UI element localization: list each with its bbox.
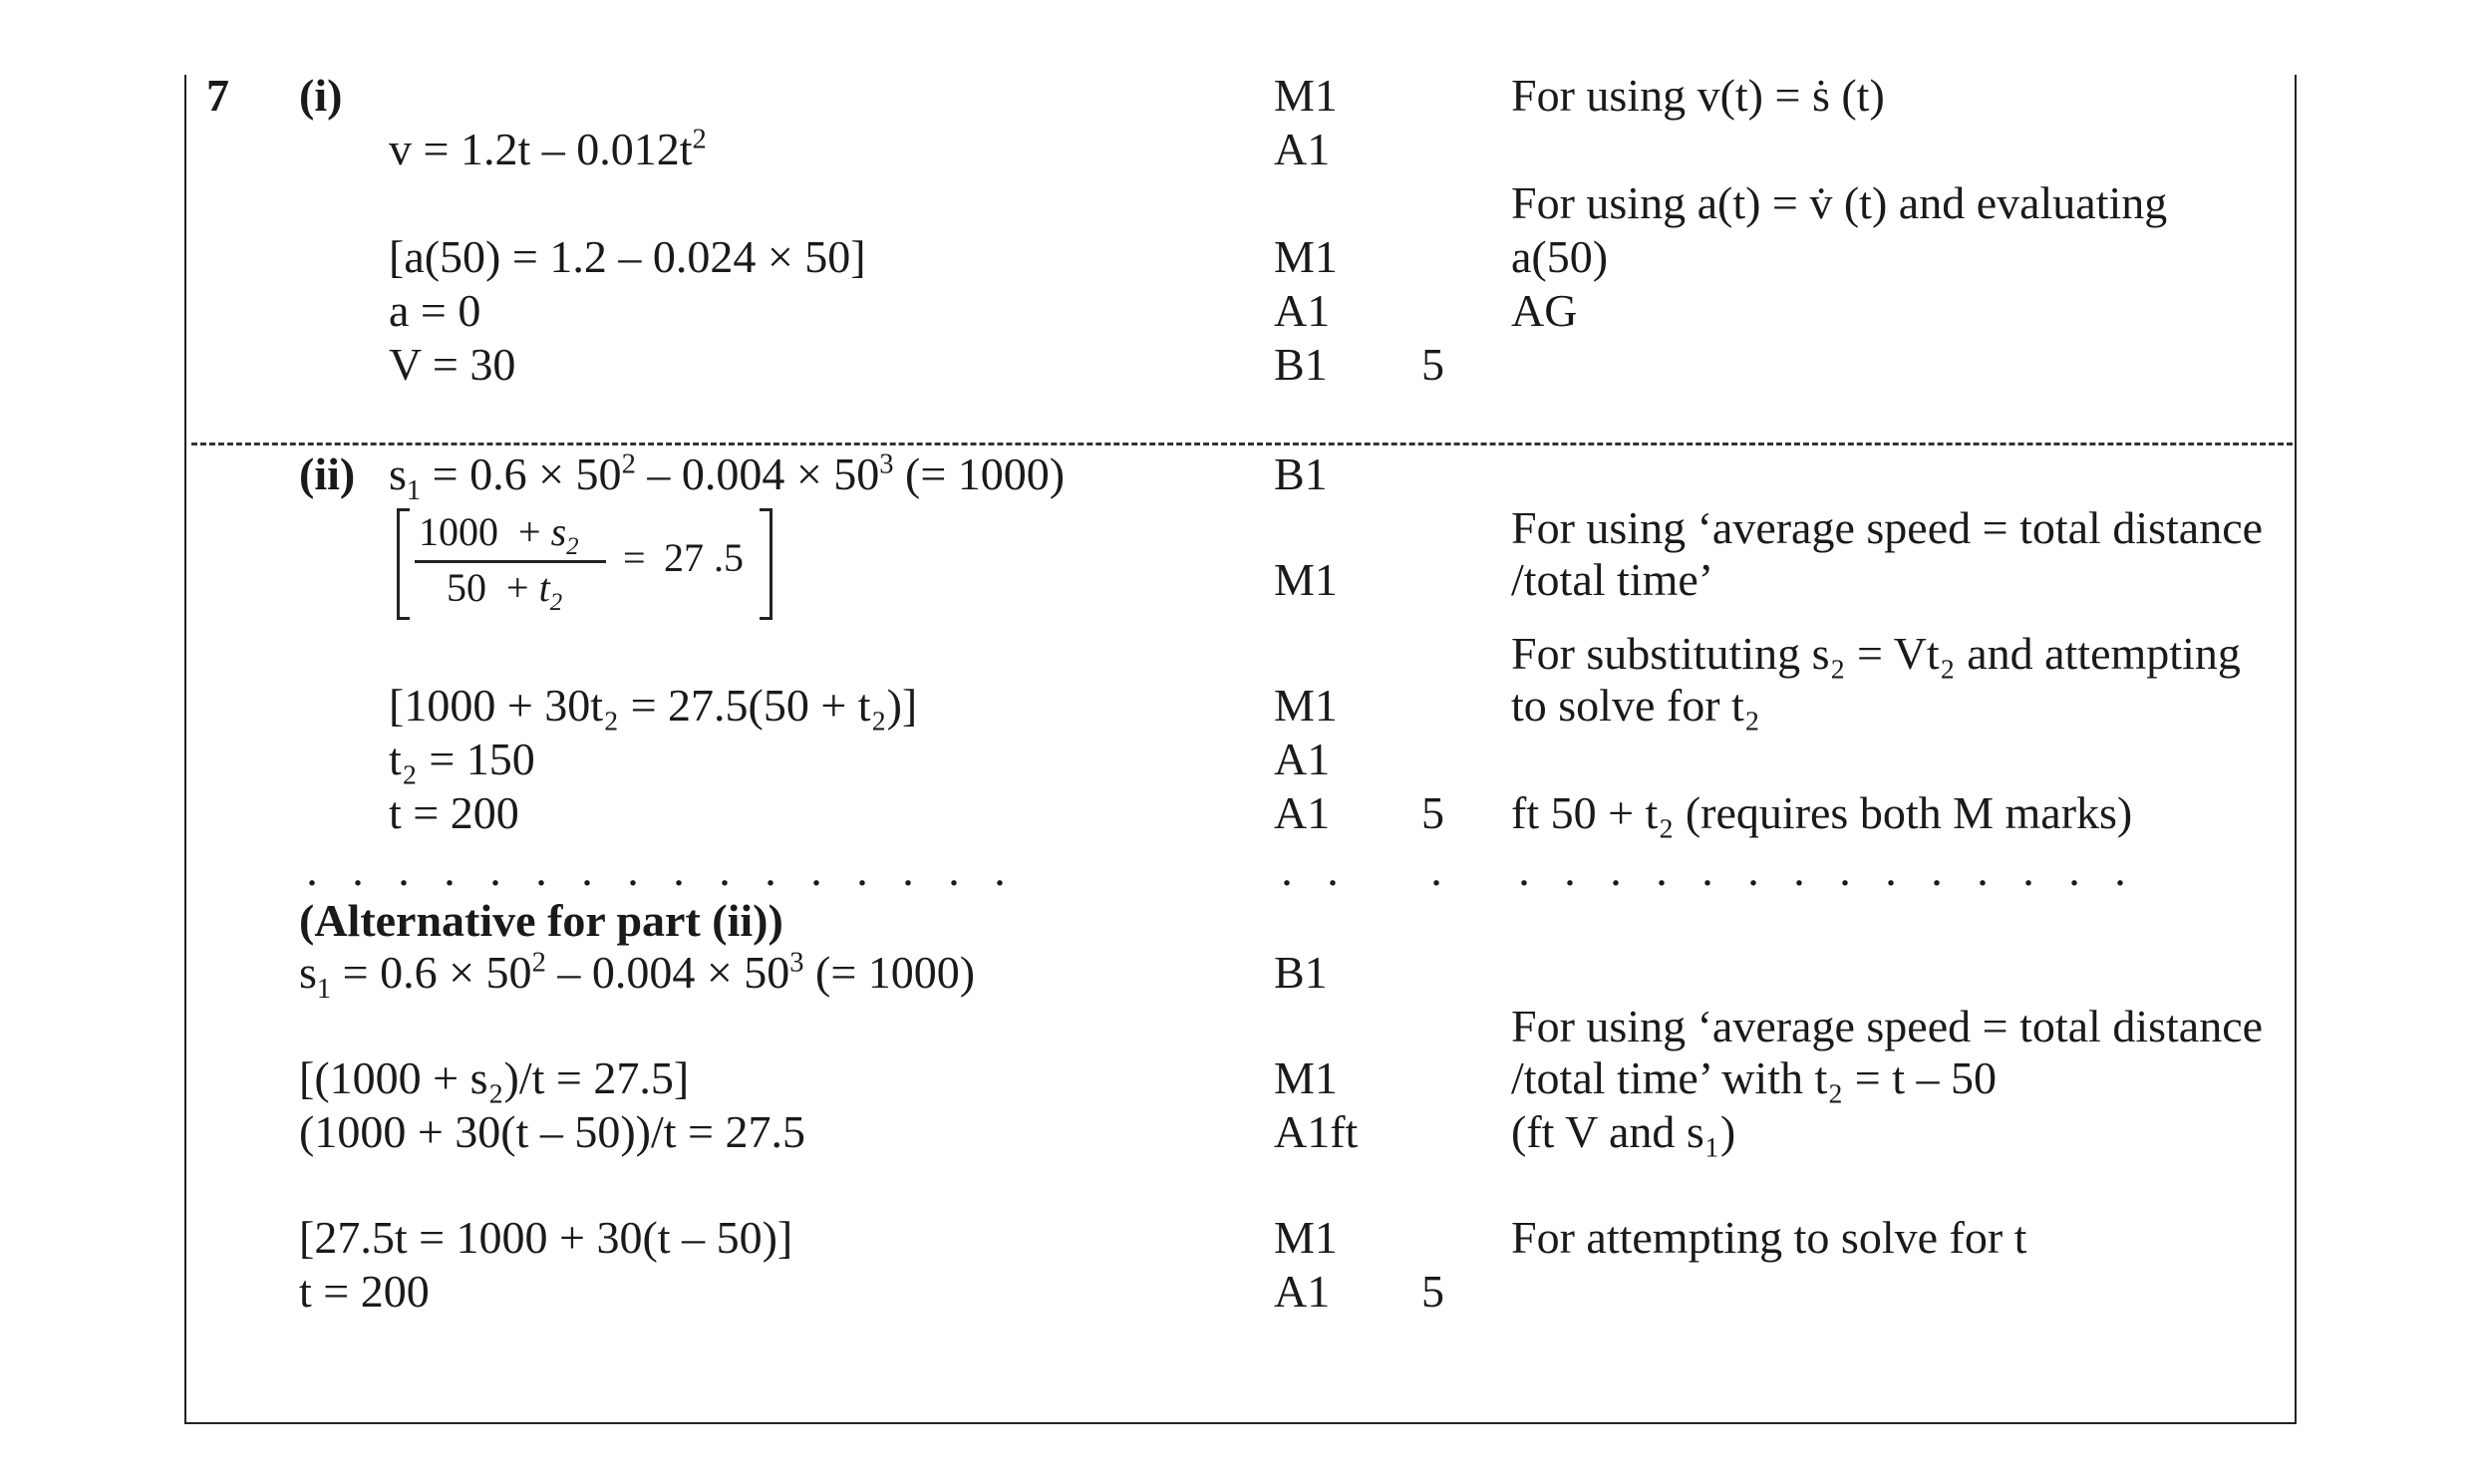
working-line: [a(50) = 1.2 – 0.024 × 50] <box>389 231 866 282</box>
mark-code: M1 <box>1274 554 1338 605</box>
mark-code: A1ft <box>1274 1106 1359 1157</box>
working-line: a = 0 <box>389 285 481 336</box>
working-line: [1000 + 30t₂ = 27.5(50 + t₂)] <box>389 680 918 731</box>
guidance-note: AG <box>1511 285 1578 336</box>
fraction-rhs: 27 .5 <box>664 535 744 580</box>
left-bracket <box>397 508 410 620</box>
guidance-note: For using v(t) = ṡ (t) <box>1511 70 1885 121</box>
guidance-note: (ft V and s₁) <box>1511 1106 1736 1157</box>
mark-code: M1 <box>1274 1212 1338 1263</box>
mark-code: M1 <box>1274 231 1338 282</box>
working-line: [27.5t = 1000 + 30(t – 50)] <box>299 1212 793 1263</box>
dotted-separator: . . <box>1281 844 1339 895</box>
guidance-note: a(50) <box>1511 231 1609 282</box>
part-total: 5 <box>1421 339 1444 390</box>
mark-code: M1 <box>1274 70 1338 121</box>
guidance-note: For using ‘average speed = total distance <box>1511 1001 2264 1051</box>
mark-code: B1 <box>1274 448 1328 499</box>
guidance-note: For using a(t) = v̇ (t) and evaluating <box>1511 177 2168 228</box>
mark-code: A1 <box>1274 285 1331 336</box>
guidance-note: to solve for t₂ <box>1511 680 1760 731</box>
working-line: V = 30 <box>389 339 516 390</box>
mark-code: M1 <box>1274 1052 1338 1103</box>
guidance-note: For attempting to solve for t <box>1511 1212 2027 1263</box>
working-line: $s_1 = 0.6 \times 50^2 - 0.004 \times 50^3$ (= 1000) <box>389 448 1066 507</box>
mark-code: A1 <box>1274 734 1331 784</box>
mark-code: B1 <box>1274 947 1328 998</box>
working-line: $s_1 = 0.6 \times 50^2 - 0.004 \times 50^3$ (= 1000) <box>299 947 976 1006</box>
mark-code: A1 <box>1274 1266 1331 1317</box>
fraction-denominator: $50 + t_2$ <box>447 565 563 616</box>
fraction-equals: = <box>623 535 646 580</box>
dotted-separator: . . . . . . . . . . . . . . <box>1518 844 2126 895</box>
guidance-note: ft 50 + t₂ (requires both M marks) <box>1511 787 2133 838</box>
mark-code: A1 <box>1274 124 1331 174</box>
alternative-heading: (Alternative for part (ii)) <box>299 895 783 946</box>
mark-code: B1 <box>1274 339 1328 390</box>
working-line: t₂ = 150 <box>389 734 535 784</box>
part-total: 5 <box>1421 1266 1444 1317</box>
part-total: 5 <box>1421 787 1444 838</box>
right-bracket <box>760 508 772 620</box>
guidance-note: /total time’ <box>1511 554 1714 605</box>
working-line: t = 200 <box>299 1266 430 1317</box>
fraction-numerator: $1000 + s_2$ <box>419 509 579 560</box>
part-separator-dashed-line <box>191 443 2293 445</box>
working-line: (1000 + 30(t – 50))/t = 27.5 <box>299 1106 805 1157</box>
question-number: 7 <box>206 70 229 121</box>
working-line: [(1000 + s₂)/t = 27.5] <box>299 1052 690 1103</box>
working-line: t = 200 <box>389 787 519 838</box>
working-line: $v = 1.2t - 0.012t^2$ <box>389 124 707 174</box>
guidance-note: For substituting s₂ = Vt₂ and attempting <box>1511 628 2241 679</box>
mark-code: M1 <box>1274 680 1338 731</box>
dotted-separator: . . . . . . . . . . . . . . . . <box>306 844 1006 895</box>
part-ii-label: (ii) <box>299 448 356 499</box>
dotted-separator: . <box>1430 844 1442 895</box>
guidance-note: For using ‘average speed = total distance <box>1511 502 2264 553</box>
guidance-note: /total time’ with t₂ = t – 50 <box>1511 1052 1998 1103</box>
part-i-label: (i) <box>299 70 343 121</box>
mark-code: A1 <box>1274 787 1331 838</box>
fraction-bar <box>415 560 606 563</box>
